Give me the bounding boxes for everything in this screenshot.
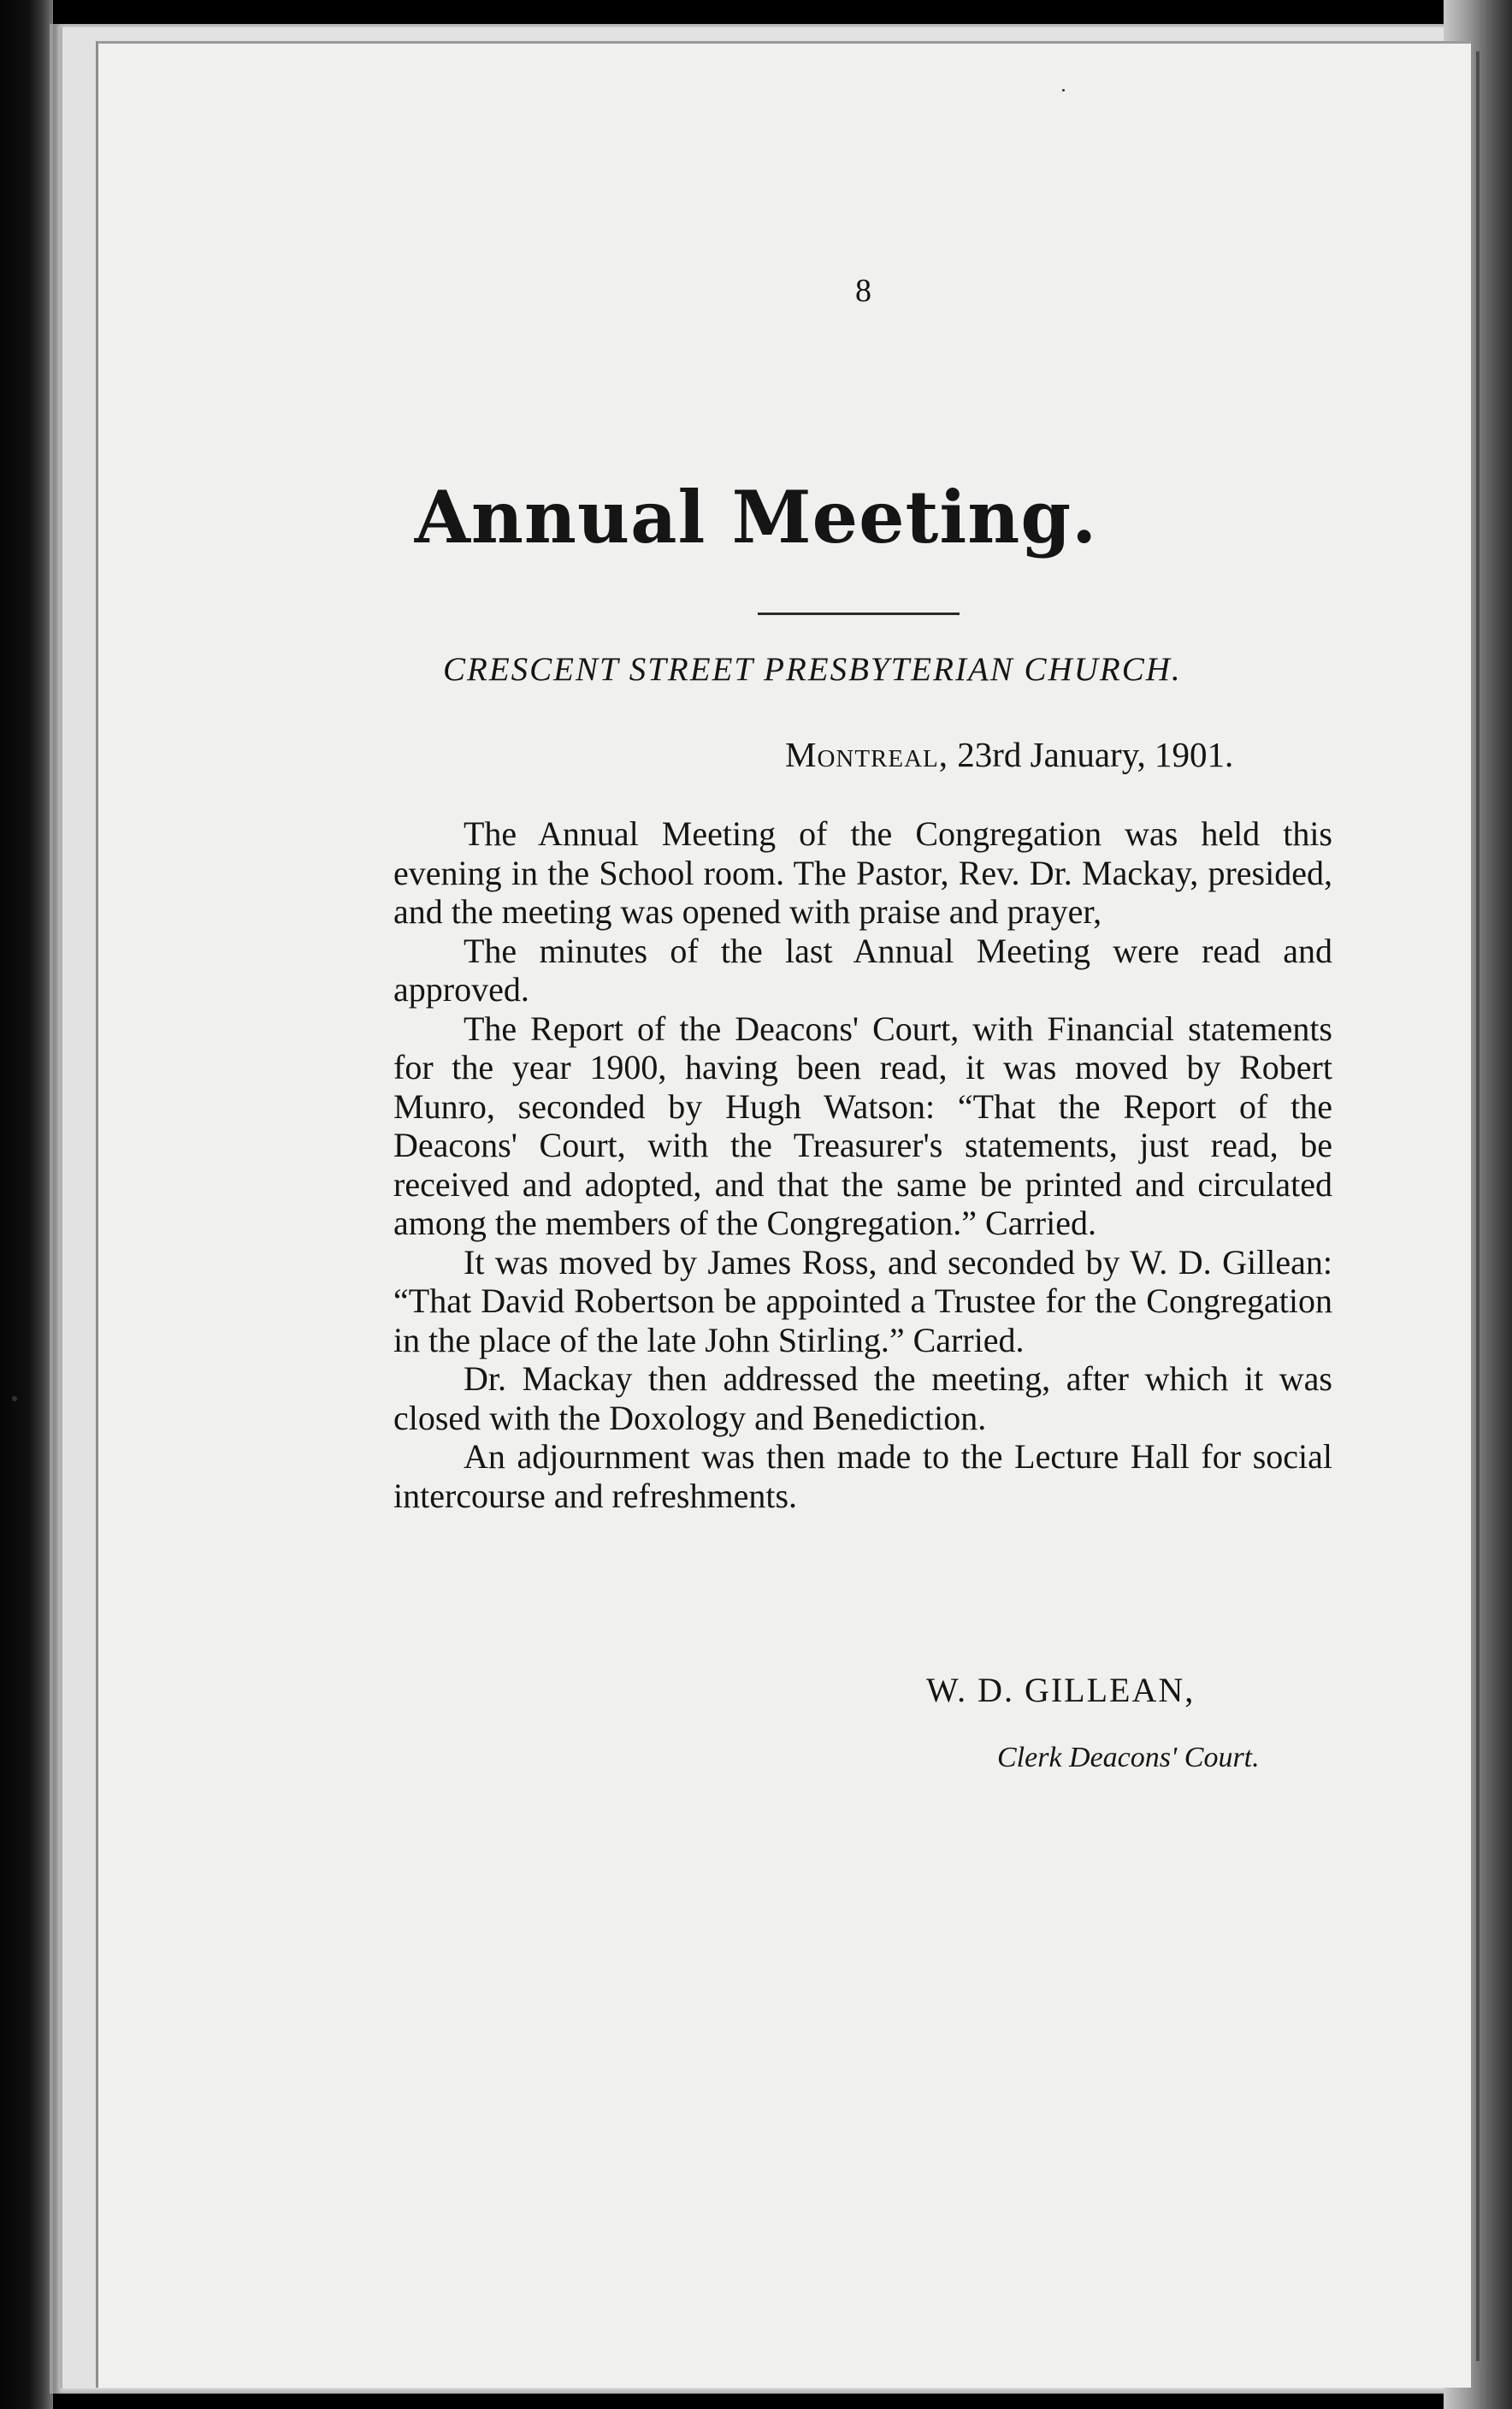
dateline-date: 23rd January, 1901. [957,735,1234,774]
signature-name: W. D. GILLEAN, [926,1671,1196,1709]
paragraph: The Report of the Deacons' Court, with Financial statements for the year 1900, having been read, it was moved by Robert Munro, seconded by Hugh Watson: “That the Report of the Deacons' Court, with the Treasurer's statements, just read, be received and adopted, and that the same be printed and circulated among the members of the Congregation.” Carried. [393,1009,1332,1242]
dateline-place: Montreal, [785,735,949,774]
paragraph: The minutes of the last Annual Meeting were read and approved. [393,931,1332,1009]
scan-left-edge [0,0,53,2409]
title-rule [758,613,960,615]
paragraph: An adjournment was then made to the Lecture Hall for social intercourse and refreshments. [393,1437,1332,1515]
signature-title: Clerk Deacons' Court. [997,1742,1260,1773]
minutes-body [393,814,1332,1515]
paragraph: Dr. Mackay then addressed the meeting, after which it was closed with the Doxology and Benediction. [393,1359,1332,1437]
scan-speck [1062,89,1065,92]
church-heading: CRESCENT STREET PRESBYTERIAN CHURCH. [443,651,1182,688]
scan-speck [12,1396,17,1401]
dateline [785,734,1233,775]
paragraph: The Annual Meeting of the Congregation was held this evening in the School room. The Pastor, Rev. Dr. Mackay, presided, and the meeting was opened with praise and prayer, [393,814,1332,931]
page-number: 8 [855,273,872,309]
book-spine-line [1476,51,1480,2361]
page-title: Annual Meeting. [414,475,1098,559]
paragraph: It was moved by James Ross, and seconded by W. D. Gillean: “That David Robertson be appointed a Trustee for the Congregation in the place of the late John Stirling.” Carried. [393,1242,1332,1359]
